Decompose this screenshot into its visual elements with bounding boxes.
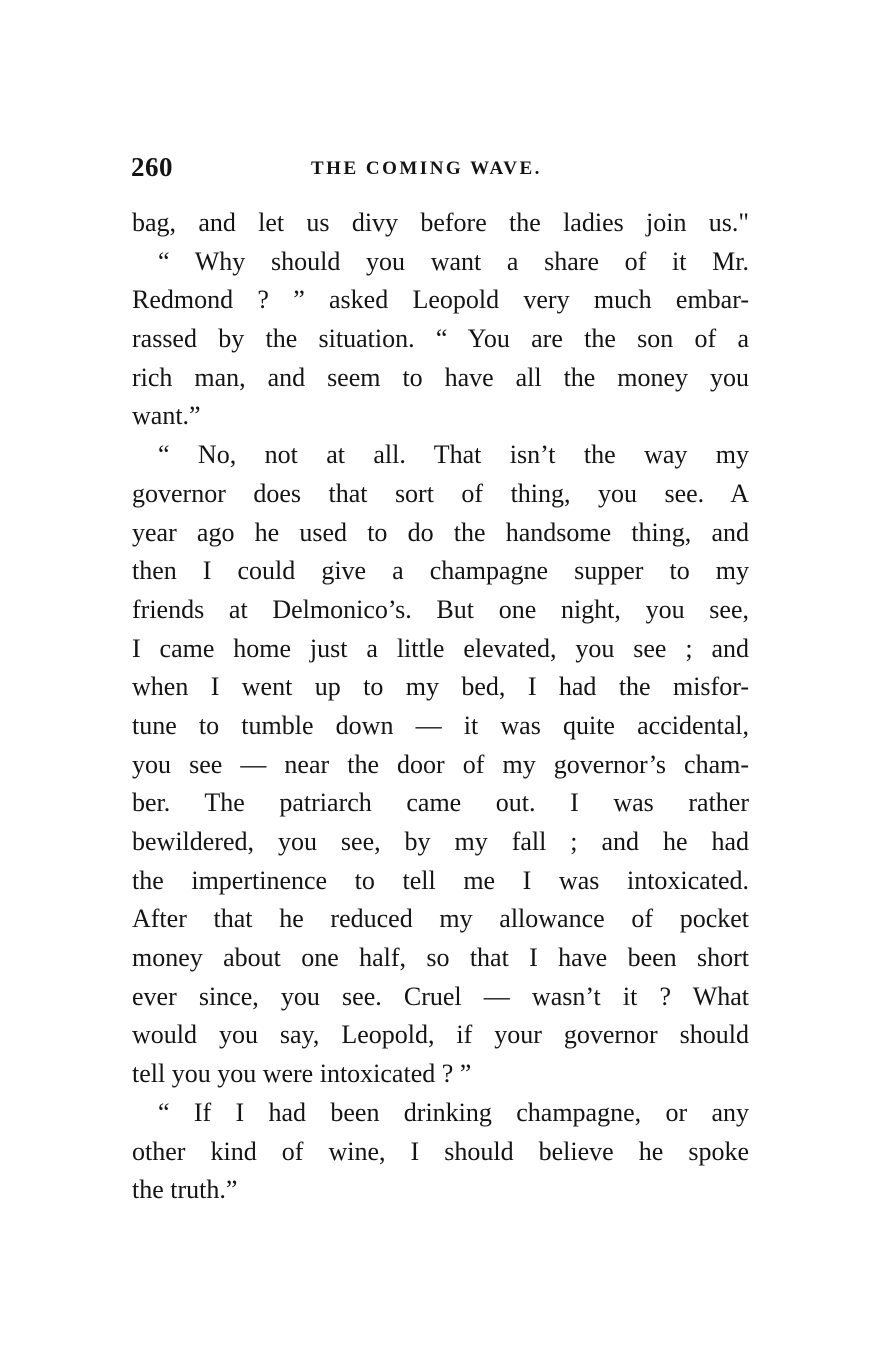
text-line: money about one half, so that I have been short xyxy=(132,943,749,973)
text-line: you see — near the door of my governor’s cham- xyxy=(132,749,749,779)
text-line: then I could give a champagne supper to my xyxy=(132,556,749,586)
text-line: “ Why should you want a share of it Mr. xyxy=(158,246,749,276)
text-line: friends at Delmonico’s. But one night, you see, xyxy=(132,594,749,624)
running-title: THE COMING WAVE. xyxy=(311,158,542,179)
text-line: tune to tumble down — it was quite accidental, xyxy=(132,710,749,740)
text-line: rich man, and seem to have all the money you xyxy=(132,362,749,392)
text-line: ber. The patriarch came out. I was rather xyxy=(132,788,749,818)
text-line: governor does that sort of thing, you see. A xyxy=(132,478,749,508)
text-line: the truth.” xyxy=(132,1175,238,1205)
text-line: the impertinence to tell me I was intoxicated. xyxy=(132,865,749,895)
text-line: rassed by the situation. “ You are the son of a xyxy=(132,324,749,354)
text-line: bewildered, you see, by my fall ; and he had xyxy=(132,827,749,856)
text-line: year ago he used to do the handsome thing, and xyxy=(132,517,749,547)
text-line: other kind of wine, I should believe he spoke xyxy=(132,1136,749,1166)
body-text xyxy=(132,204,749,1210)
text-line: tell you you were intoxicated ? ” xyxy=(132,1059,472,1089)
text-line: After that he reduced my allowance of pocket xyxy=(132,904,749,934)
text-line: ever since, you see. Cruel — wasn’t it ? What xyxy=(132,981,749,1011)
text-line: bag, and let us divy before the ladies join us." xyxy=(132,208,749,237)
text-line: would you say, Leopold, if your governor should xyxy=(132,1020,749,1050)
text-line: want.” xyxy=(132,401,201,431)
text-line: Redmond ? ” asked Leopold very much embar- xyxy=(132,285,749,315)
page-number: 260 xyxy=(131,152,173,182)
text-line: “ If I had been drinking champagne, or any xyxy=(158,1097,749,1127)
page-header xyxy=(131,152,751,192)
text-line: when I went up to my bed, I had the misfor- xyxy=(132,672,749,702)
text-line: “ No, not at all. That isn’t the way my xyxy=(158,440,749,470)
text-line: I came home just a little elevated, you see ; and xyxy=(132,633,749,663)
